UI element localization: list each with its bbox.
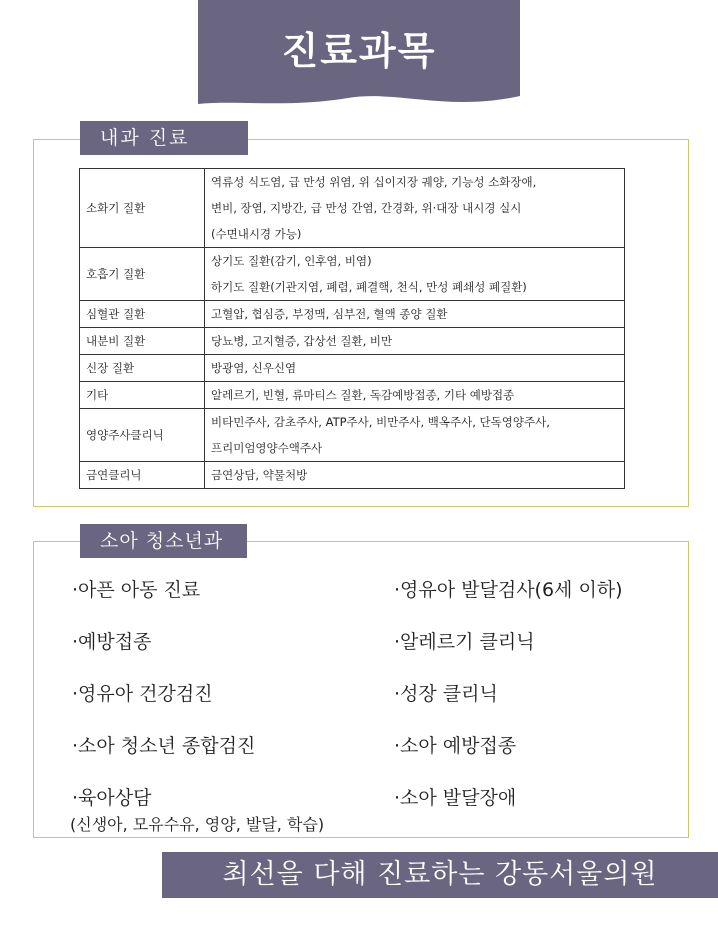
description-cell xyxy=(205,409,625,462)
list-item-text: ·아픈 아동 진료 xyxy=(72,579,201,601)
list-item-text: ·소아 예방접종 xyxy=(394,735,517,757)
list-item-text: ·성장 클리닉 xyxy=(394,683,498,705)
list-item-subtext: (신생아, 모유수유, 영양, 발달, 학습) xyxy=(70,815,325,834)
table-row xyxy=(80,382,625,409)
list-item-text: ·소아 발달장애 xyxy=(394,787,517,809)
list-item-text: ·육아상담 xyxy=(72,787,152,809)
list-item xyxy=(394,731,623,783)
pediatric-list-left xyxy=(72,575,324,835)
description-line: 고혈압, 협심증, 부정맥, 심부전, 혈액 종양 질환 xyxy=(211,307,448,321)
description-line: 당뇨병, 고지혈증, 갑상선 질환, 비만 xyxy=(211,334,393,348)
description-line: 하기도 질환(기관지염, 폐렴, 폐결핵, 천식, 만성 폐쇄성 폐질환) xyxy=(211,280,527,294)
category-cell: 심혈관 질환 xyxy=(80,301,205,328)
description-cell xyxy=(205,328,625,355)
description-cell xyxy=(205,355,625,382)
description-cell xyxy=(205,301,625,328)
description-line: 비타민주사, 감초주사, ATP주사, 비만주사, 백옥주사, 단독영양주사, xyxy=(211,415,550,429)
category-cell: 기타 xyxy=(80,382,205,409)
description-cell xyxy=(205,462,625,489)
description-cell xyxy=(205,169,625,248)
description-line: 상기도 질환(감기, 인후염, 비염) xyxy=(211,254,372,268)
table-row xyxy=(80,355,625,382)
table-row xyxy=(80,462,625,489)
description-cell xyxy=(205,382,625,409)
category-cell: 금연클리닉 xyxy=(80,462,205,489)
table-row xyxy=(80,301,625,328)
description-line: 변비, 장염, 지방간, 급 만성 간염, 간경화, 위·대장 내시경 실시 xyxy=(211,201,522,215)
category-cell: 소화기 질환 xyxy=(80,169,205,248)
list-item xyxy=(394,679,623,731)
list-item xyxy=(72,783,324,835)
table-row xyxy=(80,409,625,462)
description-line: 금연상담, 약물처방 xyxy=(211,468,308,482)
list-item xyxy=(72,575,324,627)
internal-tab: 내과 진료 xyxy=(80,121,248,155)
pediatric-tab: 소아 청소년과 xyxy=(80,524,247,558)
table-row xyxy=(80,248,625,301)
category-cell: 영양주사클리닉 xyxy=(80,409,205,462)
list-item xyxy=(394,783,623,835)
list-item xyxy=(394,627,623,679)
list-item xyxy=(72,627,324,679)
description-line: (수면내시경 가능) xyxy=(211,227,302,241)
description-line: 방광염, 신우신염 xyxy=(211,361,297,375)
table-row xyxy=(80,169,625,248)
list-item xyxy=(394,575,623,627)
footer-slogan: 최선을 다해 진료하는 강동서울의원 xyxy=(162,852,718,898)
internal-services-table xyxy=(79,168,625,489)
table-row xyxy=(80,328,625,355)
description-line: 알레르기, 빈혈, 류마티스 질환, 독감예방접종, 기타 예방접종 xyxy=(211,388,515,402)
category-cell: 내분비 질환 xyxy=(80,328,205,355)
list-item-text: ·예방접종 xyxy=(72,631,152,653)
header-banner xyxy=(198,0,520,110)
list-item-text: ·알레르기 클리닉 xyxy=(394,631,535,653)
page-title: 진료과목 xyxy=(281,29,437,73)
list-item-text: ·영유아 발달검사(6세 이하) xyxy=(394,579,623,601)
list-item xyxy=(72,679,324,731)
description-line: 역류성 식도염, 급 만성 위염, 위 십이지장 궤양, 기능성 소화장애, xyxy=(211,175,537,189)
category-cell: 호흡기 질환 xyxy=(80,248,205,301)
list-item xyxy=(72,731,324,783)
category-cell: 신장 질환 xyxy=(80,355,205,382)
description-line: 프리미엄영양수액주사 xyxy=(211,441,323,455)
list-item-text: ·영유아 건강검진 xyxy=(72,683,213,705)
description-cell xyxy=(205,248,625,301)
list-item-text: ·소아 청소년 종합검진 xyxy=(72,735,256,757)
pediatric-list-right xyxy=(394,575,623,835)
